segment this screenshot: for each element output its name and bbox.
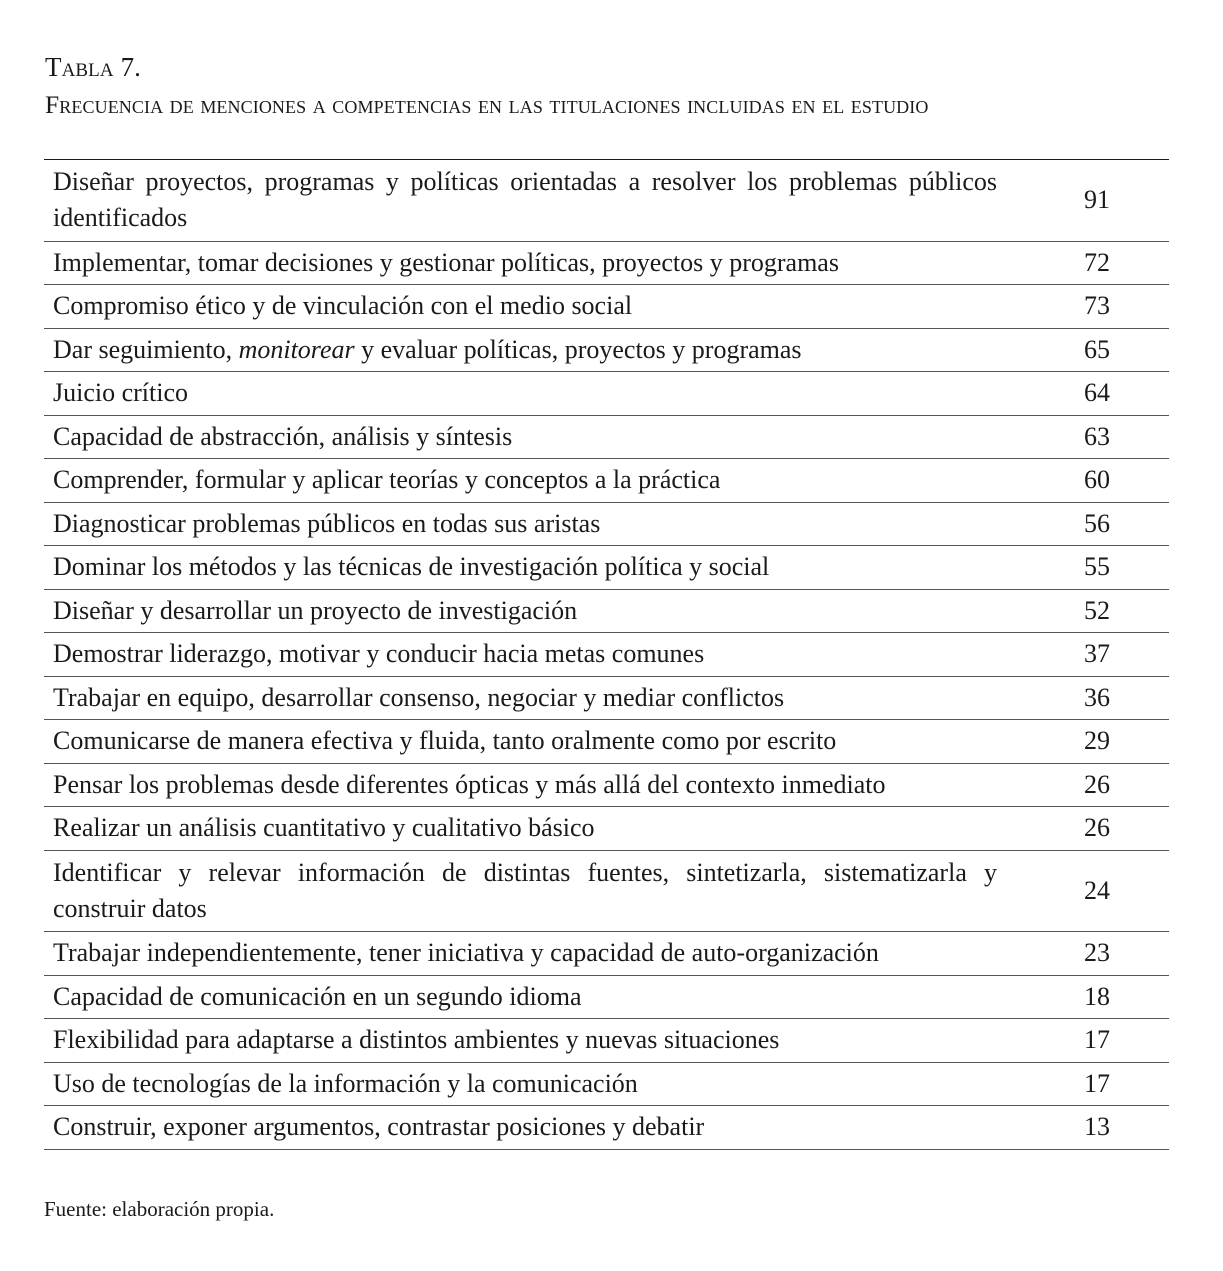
- competency-label: [44, 590, 1027, 632]
- competency-label: [44, 852, 1027, 930]
- competency-label: [44, 285, 1027, 327]
- source-note: Fuente: elaboración propia.: [44, 1197, 275, 1221]
- mention-count: 60: [1084, 465, 1110, 495]
- competency-label: [44, 416, 1027, 458]
- table-title: Frecuencia de menciones a competencias en las titulaciones incluidas en el estudio: [45, 90, 929, 119]
- mention-count: 17: [1084, 1068, 1110, 1098]
- mention-count: 26: [1084, 813, 1110, 843]
- mention-count: 24: [1084, 875, 1110, 905]
- competency-text: Comprender, formular y aplicar teorías y conceptos a la práctica: [53, 465, 721, 495]
- table-row: [44, 932, 1169, 976]
- competency-label: [44, 372, 1027, 414]
- table-row: [44, 807, 1169, 851]
- table-row: [44, 416, 1169, 460]
- competency-text: Realizar un análisis cuantitativo y cualitativo básico: [53, 813, 595, 843]
- mention-count: 23: [1084, 938, 1110, 968]
- competency-text: Flexibilidad para adaptarse a distintos ambientes y nuevas situaciones: [53, 1025, 780, 1055]
- mention-count: 13: [1084, 1112, 1110, 1142]
- competency-text: Uso de tecnologías de la información y la comunicación: [53, 1068, 638, 1098]
- mention-count: 72: [1084, 247, 1110, 277]
- competency-label: [44, 764, 1027, 806]
- table-caption: [45, 48, 928, 124]
- table-row: [44, 633, 1169, 677]
- mention-count: 55: [1084, 552, 1110, 582]
- competency-text: Construir, exponer argumentos, contrastar posiciones y debatir: [53, 1112, 705, 1142]
- competency-label: [44, 807, 1027, 849]
- table-row: [44, 372, 1169, 416]
- competency-text-italic: monitorear: [238, 334, 355, 364]
- competency-text: Demostrar liderazgo, motivar y conducir hacia metas comunes: [53, 639, 705, 669]
- table-row: [44, 546, 1169, 590]
- table-row: [44, 677, 1169, 721]
- competency-label: [44, 932, 1027, 974]
- mention-count: 29: [1084, 726, 1110, 756]
- competency-text: Diseñar y desarrollar un proyecto de investigación: [53, 595, 578, 625]
- competency-text: Pensar los problemas desde diferentes ópticas y más allá del contexto inmediato: [53, 769, 886, 799]
- mention-count: 91: [1084, 185, 1110, 215]
- competency-label: [44, 677, 1027, 719]
- competencies-table: [44, 159, 1169, 1150]
- table-row: [44, 976, 1169, 1020]
- mention-count: 64: [1084, 378, 1110, 408]
- mention-count: 18: [1084, 981, 1110, 1011]
- competency-label: [44, 976, 1027, 1018]
- competency-label: [44, 546, 1027, 588]
- competency-text: Compromiso ético y de vinculación con el medio social: [53, 291, 633, 321]
- mention-count: 37: [1084, 639, 1110, 669]
- competency-text: Capacidad de abstracción, análisis y síntesis: [53, 421, 513, 451]
- table-row: [44, 1019, 1169, 1063]
- competency-label: [44, 1063, 1027, 1105]
- table-number: Tabla 7.: [45, 52, 142, 82]
- competency-label: [44, 633, 1027, 675]
- competency-label: [44, 503, 1027, 545]
- competency-text: Implementar, tomar decisiones y gestionar políticas, proyectos y programas: [53, 247, 839, 277]
- competency-text: Trabajar independientemente, tener iniciativa y capacidad de auto-organización: [53, 938, 879, 968]
- table-row: [44, 851, 1169, 933]
- mention-count: 63: [1084, 421, 1110, 451]
- table-row: [44, 160, 1169, 242]
- competency-text: Dominar los métodos y las técnicas de investigación política y social: [53, 552, 770, 582]
- competency-label: [44, 242, 1027, 284]
- mention-count: 52: [1084, 595, 1110, 625]
- competency-text: y evaluar políticas, proyectos y programas: [354, 334, 802, 364]
- table-row: [44, 242, 1169, 286]
- table-row: [44, 1106, 1169, 1150]
- competency-text: Dar seguimiento,: [53, 334, 239, 364]
- competency-label: [44, 459, 1027, 501]
- competency-text: Diagnosticar problemas públicos en todas sus aristas: [53, 508, 601, 538]
- competency-label: [44, 329, 1027, 371]
- mention-count: 73: [1084, 291, 1110, 321]
- table-row: [44, 720, 1169, 764]
- mention-count: 56: [1084, 508, 1110, 538]
- competency-text: Identificar y relevar información de distintas fuentes, sintetizarla, sistematizarla y construir datos: [53, 857, 997, 923]
- mention-count: 26: [1084, 769, 1110, 799]
- competency-label: [44, 720, 1027, 762]
- competency-label: [44, 1106, 1027, 1148]
- table-row: [44, 459, 1169, 503]
- competency-text: Trabajar en equipo, desarrollar consenso, negociar y mediar conflictos: [53, 682, 785, 712]
- table-row: [44, 285, 1169, 329]
- table-row: [44, 329, 1169, 373]
- table-row: [44, 764, 1169, 808]
- mention-count: 65: [1084, 334, 1110, 364]
- table-row: [44, 503, 1169, 547]
- mention-count: 36: [1084, 682, 1110, 712]
- competency-text: Juicio crítico: [53, 378, 189, 408]
- table-row: [44, 1063, 1169, 1107]
- competency-text: Diseñar proyectos, programas y políticas orientadas a resolver los problemas públicos identificados: [53, 167, 997, 233]
- competency-text: Capacidad de comunicación en un segundo idioma: [53, 981, 582, 1011]
- mention-count: 17: [1084, 1025, 1110, 1055]
- table-row: [44, 590, 1169, 634]
- competency-label: [44, 1019, 1027, 1061]
- competency-text: Comunicarse de manera efectiva y fluida, tanto oralmente como por escrito: [53, 726, 837, 756]
- competency-label: [44, 161, 1027, 239]
